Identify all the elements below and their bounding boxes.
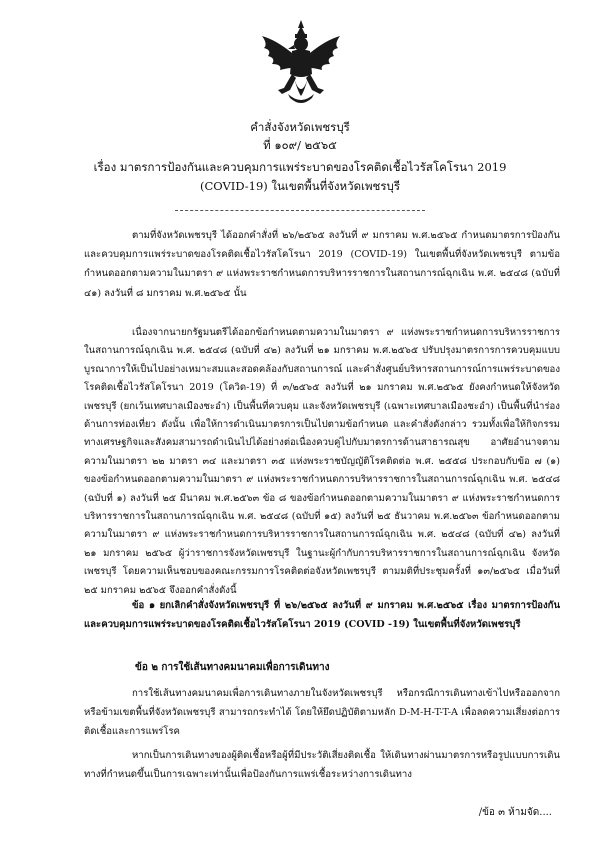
clause-2-heading: ข้อ ๒ การใช้เส้นทางคมนาคมเพื่อการเดินทาง: [135, 662, 330, 673]
order-title: คำสั่งจังหวัดเพชรบุรี: [250, 120, 350, 134]
subject-line-2: (COVID-19) ในเขตพื้นที่จังหวัดเพชรบุรี: [199, 179, 401, 193]
paragraph-text: ตามที่จังหวัดเพชรบุรี ได้ออกคำสั่งที่ ๒๖/๒๕๖๕ ลงวันที่ ๙ มกราคม พ.ศ.๒๕๖๕ กำหนดมาตรการป้องกันและควบคุมการแพร่ระบาดของโรคติดเชื้อไวรัสโคโรนา 2019 (COVID-19) ในเขตพื้นที่จังหวัดเพชรบุรี ตามข้อกำหนดออกตามความในมาตรา ๙ แห่งพระราชกำหนดการบริหารราชการในสถานการณ์ฉุกเฉิน พ.ศ. ๒๕๔๘ (ฉบับที่ ๔๑) ลงวันที่ ๘ มกราคม พ.ศ.๒๕๖๕ นั้น: [84, 230, 560, 299]
clause-1-text: ข้อ ๑ ยกเลิกคำสั่งจังหวัดเพชรบุรี ที่ ๒๖/๒๕๖๕ ลงวันที่ ๙ มกราคม พ.ศ.๒๕๖๕ เรื่อง มาตรการป้องกันและควบคุมการแพร่ระบาดของโรคติดเชื้อไวรัสโคโรนา 2019 (COVID -19) ในเขตพื้นที่จังหวัดเพชรบุรี: [84, 600, 560, 631]
subject-line-1: เรื่อง มาตรการป้องกันและควบคุมการแพร่ระบาดของโรคติดเชื้อไวรัสโคโรนา 2019: [93, 160, 507, 174]
paragraph-text: หากเป็นการเดินทางของผู้ติดเชื้อหรือผู้ที่มีประวัติเสี่ยงติดเชื้อ ให้เดินทางผ่านมาตรการหรือรูปแบบการเดินทางที่กำหนดขึ้นเป็นการเฉพาะเท่านั้นเพื่อป้องกันการแพร่เชื้อระหว่างการเดินทาง: [84, 750, 560, 781]
paragraph-text: การใช้เส้นทางคมนาคมเพื่อการเดินทางภายในจังหวัดเพชรบุรี หรือกรณีการเดินทางเข้าไปหรือออกจาก หรือข้ามเขตพื้นที่จังหวัดเพชรบุรี สามารถกระทำได้ โดยให้ยึดปฏิบัติตามหลัก D-M-H-T-T-A เพื่อลดความเสี่ยงต่อการติดเชื้อและการแพร่โรค: [84, 688, 560, 738]
paragraph-reference: [84, 226, 560, 308]
garuda-emblem-icon: [258, 18, 344, 106]
clause-2-paragraph-2: [84, 746, 560, 786]
header-divider: [175, 210, 425, 211]
clause-2-paragraph-1: [84, 684, 560, 742]
clause-1: [84, 596, 560, 654]
paragraph-rationale: [84, 324, 560, 596]
page-continuation: /ข้อ ๓ ห้ามจัด....: [478, 807, 552, 818]
order-number: ที่ ๑๐๙/ ๒๕๖๕: [263, 138, 337, 152]
paragraph-text: เนื่องจากนายกรัฐมนตรีได้ออกข้อกำหนดตามความในมาตรา ๙ แห่งพระราชกำหนดการบริหารราชการในสถานการณ์ฉุกเฉิน พ.ศ. ๒๕๔๘ (ฉบับที่ ๔๒) ลงวันที่ ๒๑ มกราคม พ.ศ.๒๕๖๕ ปรับปรุงมาตรการการควบคุมแบบบูรณาการให้เป็นไปอย่างเหมาะสมและสอดคล้องกับสถานการณ์ และคำสั่งศูนย์บริหารสถานการณ์การแพร่ระบาดของโรคติดเชื้อไวรัสโคโรนา 2019 (โควิด-19) ที่ ๓/๒๕๖๕ ลงวันที่ ๒๑ มกราคม พ.ศ.๒๕๖๕ ยังคงกำหนดให้จังหวัดเพชรบุรี (ยกเว้นเทศบาลเมืองชะอำ) เป็นพื้นที่ควบคุม และจังหวัดเพชรบุรี (เฉพาะเทศบาลเมืองชะอำ) เป็นพื้นที่นำร่องด้านการท่องเที่ยว ดังนั้น เพื่อให้การดำเนินมาตรการเป็นไปตามข้อกำหนด และคำสั่งดังกล่าว รวมทั้งเพื่อให้กิจกรรมทางเศรษฐกิจและสังคมสามารถดำเนินไปได้อย่างต่อเนื่องควบคู่ไปกับมาตรการด้านสาธารณสุข อาศัยอำนาจตามความในมาตรา ๒๒ มาตรา ๓๔ และมาตรา ๓๕ แห่งพระราชบัญญัติโรคติดต่อ พ.ศ. ๒๕๕๘ ประกอบกับข้อ ๗ (๑) ของข้อกำหนดออกตามความในมาตรา ๙ แห่งพระราชกำหนดการบริหารราชการในสถานการณ์ฉุกเฉิน พ.ศ. ๒๕๔๘ (ฉบับที่ ๑) ลงวันที่ ๒๕ มีนาคม พ.ศ.๒๕๖๓ ข้อ ๘ ของข้อกำหนดออกตามความในมาตรา ๙ แห่งพระราชกำหนดการบริหารราชการในสถานการณ์ฉุกเฉิน พ.ศ. ๒๕๔๘ (ฉบับที่ ๑๕) ลงวันที่ ๒๕ ธันวาคม พ.ศ.๒๕๖๓ ข้อกำหนดออกตามความในมาตรา ๙ แห่งพระราชกำหนดการบริหารราชการในสถานการณ์ฉุกเฉิน พ.ศ. ๒๕๔๘ (ฉบับที่ ๔๒) ลงวันที่ ๒๑ มกราคม ๒๕๖๕ ผู้ว่าราชการจังหวัดเพชรบุรี ในฐานะผู้กำกับการบริหารราชการในสถานการณ์ฉุกเฉิน จังหวัดเพชรบุรี โดยความเห็นชอบของคณะกรรมการโรคติดต่อจังหวัดเพชรบุรี ตามมติที่ประชุมครั้งที่ ๑๓/๒๕๖๕ เมื่อวันที่ ๒๕ มกราคม ๒๕๖๕ จึงออกคำสั่งดังนี้: [84, 327, 560, 596]
